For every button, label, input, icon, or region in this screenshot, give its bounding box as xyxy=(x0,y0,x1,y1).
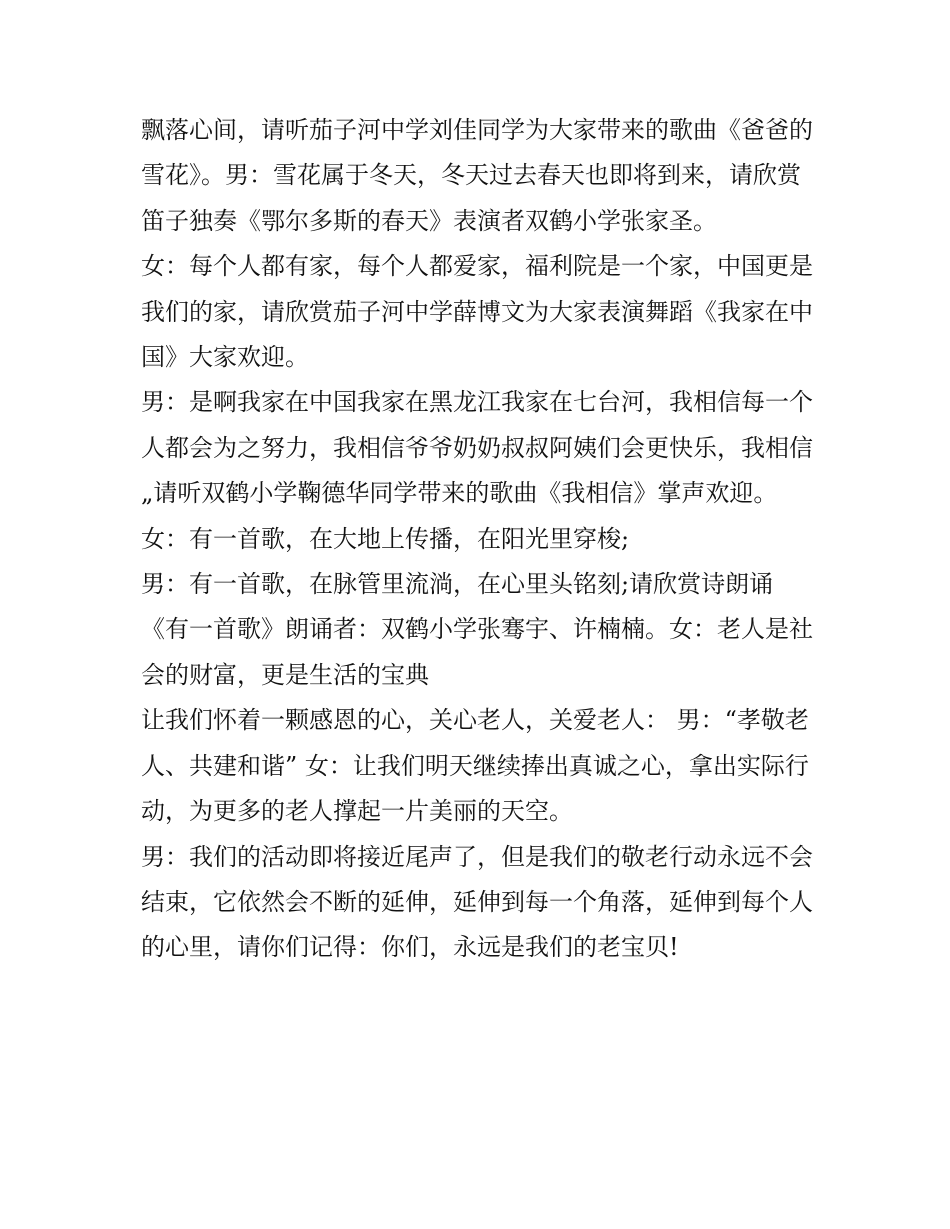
paragraph: 男：我们的活动即将接近尾声了，但是我们的敬老行动永远不会结束，它依然会不断的延伸，延伸到每一个角落，延伸到每个人的心里，请你们记得：你们，永远是我们的老宝贝! xyxy=(141,842,813,962)
paragraph: 让我们怀着一颗感恩的心，关心老人，关爱老人： 男：“孝敬老人、共建和谐” 女：让我们明天继续捧出真诚之心，拿出实际行动，为更多的老人撑起一片美丽的天空。 xyxy=(141,706,809,826)
paragraph: 男：是啊我家在中国我家在黑龙江我家在七台河，我相信每一个人都会为之努力，我相信爷爷奶奶叔叔阿姨们会更快乐，我相信„请听双鹤小学鞠德华同学带来的歌曲《我相信》掌声欢迎。 xyxy=(141,388,813,508)
paragraph: 飘落心间，请听茄子河中学刘佳同学为大家带来的歌曲《爸爸的雪花》。男：雪花属于冬天，冬天过去春天也即将到来，请欣赏笛子独奏《鄂尔多斯的春天》表演者双鹤小学张家圣。 xyxy=(141,116,813,235)
body-text xyxy=(141,108,813,971)
paragraph: 女：每个人都有家，每个人都爱家，福利院是一个家，中国更是我们的家，请欣赏茄子河中学薛博文为大家表演舞蹈《我家在中国》大家欢迎。 xyxy=(141,252,813,372)
paragraph: 女：有一首歌，在大地上传播，在阳光里穿梭; xyxy=(141,524,630,553)
paragraph: 男：有一首歌，在脉管里流淌，在心里头铭刻;请欣赏诗朗诵《有一首歌》朗诵者：双鹤小学张骞宇、许楠楠。女：老人是社会的财富，更是生活的宝典 xyxy=(141,570,813,689)
